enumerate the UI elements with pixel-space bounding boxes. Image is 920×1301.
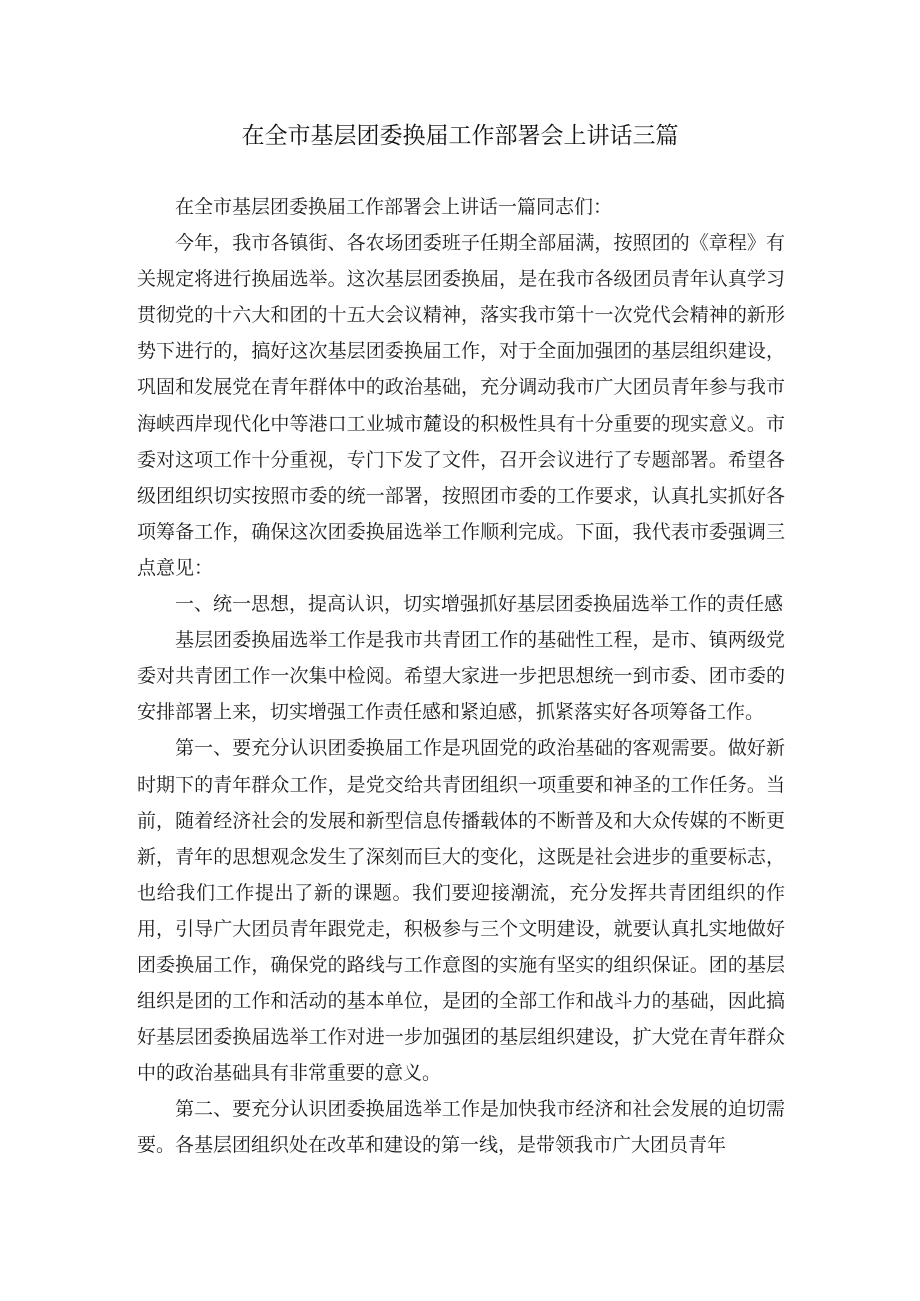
paragraph-point-1: 第一、要充分认识团委换届工作是巩固党的政治基础的客观需要。做好新时期下的青年群众工作，是党交给共青团组织一项重要和神圣的工作任务。当前，随着经济社会的发展和新型信息传播载体的不断普及和大众传媒的不断更新，青年的思想观念发生了深刻而巨大的变化，这既是社会进步的重要标志，也给我们工作提出了新的课题。我们要迎接潮流，充分发挥共青团组织的作用，引导广大团员青年跟党走，积极参与三个文明建设，就要认真扎实地做好团委换届工作，确保党的路线与工作意图的实施有坚实的组织保证。团的基层组织是团的工作和活动的基本单位，是团的全部工作和战斗力的基础，因此搞好基层团委换届选举工作对进一步加强团的基层组织建设，扩大党在青年群众中的政治基础具有非常重要的意义。	[137, 737, 785, 1085]
paragraph-section-1: 基层团委换届选举工作是我市共青团工作的基础性工程，是市、镇两级党委对共青团工作一次集中检阅。希望大家进一步把思想统一到市委、团市委的安排部署上来，切实增强工作责任感和紧迫感，抓紧落实好各项筹备工作。	[137, 629, 785, 724]
paragraph-opening: 在全市基层团委换届工作部署会上讲话一篇同志们：	[175, 196, 613, 218]
document-title: 在全市基层团委换届工作部署会上讲话三篇	[241, 123, 679, 149]
section-heading-1: 一、统一思想，提高认识，切实增强抓好基层团委换届选举工作的责任感	[175, 593, 784, 616]
paragraph-intro: 今年，我市各镇街、各农场团委班子任期全部届满，按照团的《章程》有关规定将进行换届选举。这次基层团委换届，是在我市各级团员青年认真学习贯彻党的十六大和团的十五大会议精神，落实我市第十一次党代会精神的新形势下进行的，搞好这次基层团委换届工作，对于全面加强团的基层组织建设，巩固和发展党在青年群体中的政治基础，充分调动我市广大团员青年参与我市海峡西岸现代化中等港口工业城市麓设的积极性具有十分重要的现实意义。市委对这项工作十分重视，专门下发了文件，召开会议进行了专题部署。希望各级团组织切实按照市委的统一部署，按照团市委的工作要求，认真扎实抓好各项筹备工作，确保这次团委换届选举工作顺利完成。下面，我代表市委强调三点意见：	[137, 232, 785, 579]
document-body	[137, 189, 785, 1164]
paragraph-point-2: 第二、要充分认识团委换届选举工作是加快我市经济和社会发展的迫切需要。各基层团组织处在改革和建设的第一线，是带领我市广大团员青年	[137, 1098, 785, 1157]
